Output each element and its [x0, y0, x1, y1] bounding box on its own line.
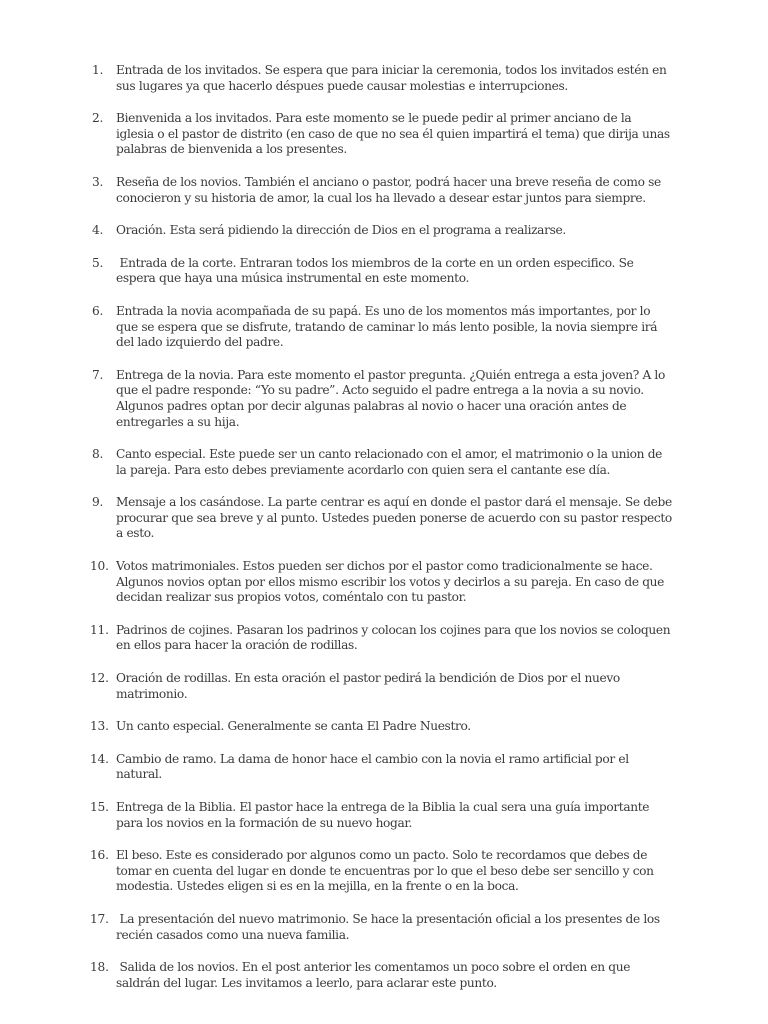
item-number: 5.	[92, 255, 104, 270]
list-item	[92, 719, 672, 735]
item-text: Oración. Esta será pidiendo la dirección de Dios en el programa a realizarse.	[116, 223, 566, 238]
list-item	[92, 175, 672, 206]
item-text: El beso. Este es considerado por algunos como un pacto. Solo te recordamos que debes de tomar en cuenta del lugar en donde te encuentras por lo que el beso debe ser sencillo y con modestia. Ustedes eligen si es en la mejilla, en la frente o en la boca.	[116, 848, 654, 894]
item-number: 10.	[90, 559, 109, 574]
item-number: 6.	[92, 303, 104, 318]
item-number: 15.	[90, 800, 109, 814]
item-number: 12.	[90, 671, 109, 686]
item-text: Salida de los novios. En el post anterior les comentamos un poco sobre el orden en que saldrán del lugar. Les invitamos a leerlo, para aclarar este punto.	[116, 960, 634, 990]
item-number: 13.	[90, 719, 109, 734]
item-text: Un canto especial. Generalmente se canta El Padre Nuestro.	[116, 719, 471, 734]
list-item	[92, 447, 672, 478]
list-item	[92, 368, 672, 430]
list-item	[92, 223, 672, 239]
item-text: La presentación del nuevo matrimonio. Se hace la presentación oficial a los presentes de los recién casados como una nueva familia.	[116, 911, 664, 942]
item-number: 7.	[92, 367, 104, 382]
item-number: 8.	[92, 447, 104, 462]
list-item	[92, 671, 672, 702]
item-text: Votos matrimoniales. Estos pueden ser dichos por el pastor como tradicionalmente se hace. Algunos novios optan por ellos mismo escribir los votos y decirlos a su pareja. En caso de que decidan realizar sus propios votos, coméntalo con tu pastor.	[116, 559, 665, 605]
item-text: Cambio de ramo. La dama de honor hace el cambio con la novia el ramo artificial por el natural.	[116, 751, 629, 782]
list-item	[92, 63, 672, 94]
item-text: Entrega de la Biblia. El pastor hace la entrega de la Biblia la cual sera una guía importante para los novios en la formación de su nuevo hogar.	[116, 800, 650, 830]
item-text: Entrega de la novia. Para este momento el pastor pregunta. ¿Quién entrega a esta joven? A lo que el padre responde: “Yo su padre”. Acto seguido el padre entrega a la novia a su novio. Algunos padres optan por decir algunas palabras al novio o hacer una oración antes de entregarles a su hija.	[116, 367, 665, 429]
list-item	[92, 960, 672, 991]
item-text: Reseña de los novios. También el anciano o pastor, podrá hacer una breve reseña de como se conocieron y su historia de amor, la cual los ha llevado a desear estar juntos para siempre.	[116, 174, 661, 205]
item-text: Entrada de los invitados. Se espera que para iniciar la ceremonia, todos los invitados estén en sus lugares ya que hacerlo déspues puede causar molestias e interrupciones.	[116, 63, 667, 93]
item-number: 11.	[90, 622, 109, 637]
item-text: Canto especial. Este puede ser un canto relacionado con el amor, el matrimonio o la union de la pareja. Para esto debes previamente acordarlo con quien sera el cantante ese día.	[116, 447, 663, 477]
item-text: Mensaje a los casándose. La parte centrar es aquí en donde el pastor dará el mensaje. Se debe procurar que sea breve y al punto. Ustedes pueden ponerse de acuerdo con su pastor respecto a esto.	[116, 495, 672, 541]
list-item	[92, 111, 672, 158]
item-number: 9.	[92, 495, 104, 510]
list-item	[92, 304, 672, 351]
item-text: Entrada la novia acompañada de su papá. Es uno de los momentos más importantes, por lo que se espera que se disfrute, tratando de caminar lo más lento posible, la novia siempre irá del lado izquierdo del padre.	[116, 303, 658, 350]
item-text: Entrada de la corte. Entraran todos los miembros de la corte en un orden especifico. Se espera que haya una música instrumental en este momento.	[116, 255, 637, 286]
item-text: Oración de rodillas. En esta oración el pastor pedirá la bendición de Dios por el nuevo matrimonio.	[116, 671, 620, 701]
item-number: 16.	[90, 848, 109, 863]
item-number: 18.	[90, 960, 109, 975]
item-number: 2.	[92, 111, 104, 126]
list-item	[92, 623, 672, 654]
list-item	[92, 559, 672, 606]
item-text: Bienvenida a los invitados. Para este momento se le puede pedir al primer anciano de la iglesia o el pastor de distrito (en caso de que no sea él quien impartirá el tema) que dirija unas palabras de bienvenida a los presentes.	[116, 111, 670, 157]
list-item	[92, 752, 672, 783]
list-item	[92, 912, 672, 943]
item-number: 1.	[92, 63, 104, 77]
item-number: 14.	[90, 751, 109, 766]
list-item	[92, 848, 672, 895]
list-item	[92, 495, 672, 542]
item-number: 17.	[90, 911, 109, 926]
list-item	[92, 800, 672, 831]
list-item	[92, 256, 672, 287]
ceremony-program-list	[92, 63, 672, 1008]
item-number: 3.	[92, 174, 104, 189]
item-number: 4.	[92, 223, 104, 238]
item-text: Padrinos de cojines. Pasaran los padrinos y colocan los cojines para que los novios se coloquen en ellos para hacer la oración de rodillas.	[116, 622, 671, 653]
